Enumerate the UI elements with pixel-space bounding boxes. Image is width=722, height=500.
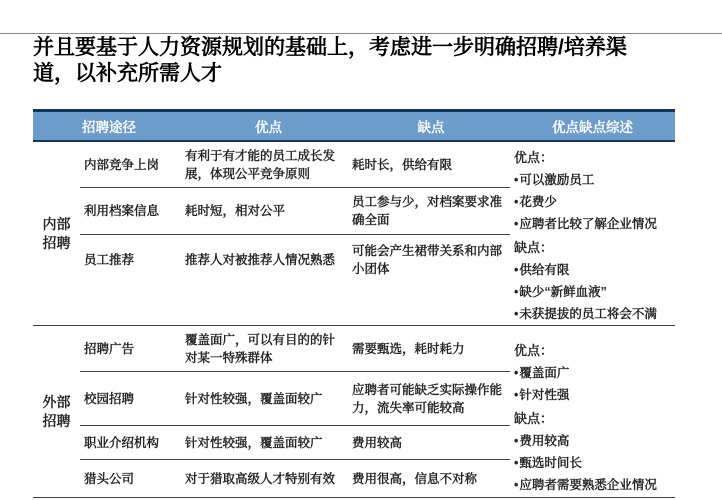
summary-pro-item: • 针对性强 xyxy=(514,384,675,406)
group-internal-recruitment xyxy=(33,142,675,326)
cons-cell: 费用很高，信息不对称 xyxy=(352,471,478,486)
pros-cell: 推荐人对被推荐人情况熟悉 xyxy=(185,252,336,267)
group-label-external: 外部招聘 xyxy=(42,393,71,429)
summary-pros-header: 优点： xyxy=(514,343,554,358)
summary-pro-item: • 覆盖面广 xyxy=(514,362,675,384)
top-divider-line xyxy=(0,33,722,34)
table-row xyxy=(80,326,510,372)
table-row xyxy=(80,142,510,188)
summary-con-item: • 应聘者需要熟悉企业情况 xyxy=(514,474,675,496)
channel-name: 猎头公司 xyxy=(84,471,135,486)
summary-cons-header: 缺点： xyxy=(514,411,554,426)
pros-cell: 覆盖面广，可以有目的的针对某一特殊群体 xyxy=(185,332,336,365)
group-external-recruitment xyxy=(33,326,675,498)
slide-title: 并且要基于人力资源规划的基础上，考虑进一步明确招聘/培养渠道，以补充所需人才 xyxy=(33,36,627,85)
cons-cell: 员工参与少，对档案要求准确全面 xyxy=(352,195,503,227)
table-row xyxy=(80,188,510,235)
summary-con-item: • 缺少“新鲜血液” xyxy=(514,281,675,303)
internal-rows xyxy=(80,142,510,325)
channel-name: 员工推荐 xyxy=(84,252,135,267)
table-header-row xyxy=(33,109,675,142)
summary-pro-item: • 应聘者比较了解企业情况 xyxy=(514,213,675,235)
recruitment-channels-table xyxy=(33,109,675,498)
pros-cell: 针对性较强，覆盖面较广 xyxy=(185,435,323,450)
cons-cell: 需要甄选，耗时耗力 xyxy=(352,341,465,356)
pros-cell: 对于猎取高级人才特别有效 xyxy=(185,471,336,486)
table-row xyxy=(80,372,510,426)
pros-cell: 有利于有才能的员工成长发展，体现公平竞争原则 xyxy=(185,148,336,181)
summary-con-item: • 甄选时间长 xyxy=(514,452,675,474)
channel-name: 内部竞争上岗 xyxy=(84,157,160,172)
summary-pros-header: 优点： xyxy=(514,150,554,165)
channel-name: 招聘广告 xyxy=(84,341,135,356)
header-pros-cons-summary: 优点缺点综述 xyxy=(552,120,633,135)
cons-cell: 耗时长，供给有限 xyxy=(352,157,453,172)
header-cons: 缺点 xyxy=(417,120,445,135)
summary-external xyxy=(510,326,675,497)
pros-cell: 针对性较强，覆盖面较广 xyxy=(185,391,323,406)
external-rows xyxy=(80,326,510,497)
table-row xyxy=(80,460,510,497)
summary-con-item: • 未获提拔的员工将会不满 xyxy=(514,303,675,325)
group-label-internal: 内部招聘 xyxy=(42,215,71,251)
channel-name: 职业介绍机构 xyxy=(84,435,160,450)
channel-name: 利用档案信息 xyxy=(84,204,160,218)
header-recruitment-channel: 招聘途径 xyxy=(82,120,136,135)
table-row xyxy=(80,426,510,460)
summary-con-item: • 费用较高 xyxy=(514,430,675,452)
summary-internal xyxy=(510,142,675,325)
summary-cons-header: 缺点： xyxy=(514,240,554,255)
channel-name: 校园招聘 xyxy=(84,391,135,406)
summary-pro-item: • 可以激励员工 xyxy=(514,169,675,191)
table-row xyxy=(80,235,510,284)
summary-con-item: • 供给有限 xyxy=(514,259,675,281)
pros-cell: 耗时短，相对公平 xyxy=(185,204,286,218)
header-pros: 优点 xyxy=(255,120,282,135)
cons-cell: 应聘者可能缺乏实际操作能力，流失率可能较高 xyxy=(352,382,503,415)
cons-cell: 可能会产生裙带关系和内部小团体 xyxy=(352,243,503,276)
summary-pro-item: • 花费少 xyxy=(514,191,675,213)
cons-cell: 费用较高 xyxy=(352,435,403,450)
